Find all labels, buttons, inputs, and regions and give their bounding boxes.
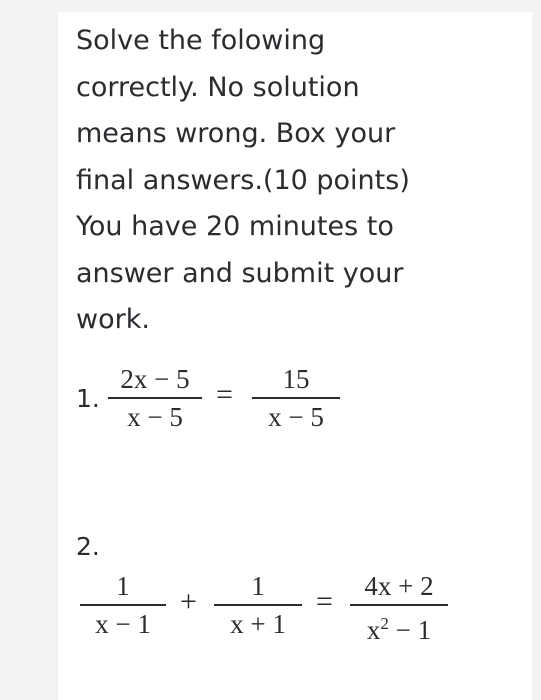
instructions-text xyxy=(76,18,476,344)
instructions-line: answer and submit your xyxy=(76,257,404,289)
fraction-denominator: x − 5 xyxy=(127,402,183,432)
denominator-rest: − 1 xyxy=(388,615,432,645)
fraction-numerator: 1 xyxy=(116,571,130,601)
fraction-denominator: x + 1 xyxy=(230,609,286,639)
instructions-line: final answers.(10 points) xyxy=(76,164,410,196)
problem-2-term2-fraction xyxy=(214,571,302,639)
problem-2-term1-fraction xyxy=(80,571,166,639)
fraction-bar xyxy=(80,604,166,606)
instructions-line: Solve the folowing xyxy=(76,25,326,56)
fraction-bar xyxy=(252,397,340,399)
denominator-base: x xyxy=(366,615,381,645)
fraction-denominator: x − 1 xyxy=(95,609,151,639)
fraction-numerator: 15 xyxy=(282,364,310,394)
instructions-line: work. xyxy=(76,304,150,335)
problem-1-number: 1. xyxy=(76,384,100,413)
fraction-numerator: 4x + 2 xyxy=(364,571,434,601)
fraction-denominator xyxy=(350,609,448,645)
denominator-exponent: 2 xyxy=(380,614,389,633)
instructions-line: correctly. No solution xyxy=(76,71,360,103)
problem-1-rhs-fraction xyxy=(252,364,340,432)
fraction-numerator: 1 xyxy=(251,571,265,601)
fraction-bar xyxy=(214,604,302,606)
plus-sign: + xyxy=(180,585,197,618)
fraction-bar xyxy=(350,604,448,606)
problem-2-number: 2. xyxy=(76,532,100,561)
instructions-line: You have 20 minutes to xyxy=(76,211,394,242)
instructions-line: means wrong. Box your xyxy=(76,118,396,149)
fraction-denominator: x − 5 xyxy=(268,402,324,432)
fraction-bar xyxy=(108,397,202,399)
problem-1-lhs-fraction xyxy=(108,364,202,432)
fraction-numerator: 2x − 5 xyxy=(120,364,190,394)
equals-sign: = xyxy=(316,585,333,618)
problem-2-rhs-fraction xyxy=(350,571,448,645)
equals-sign: = xyxy=(216,378,233,411)
